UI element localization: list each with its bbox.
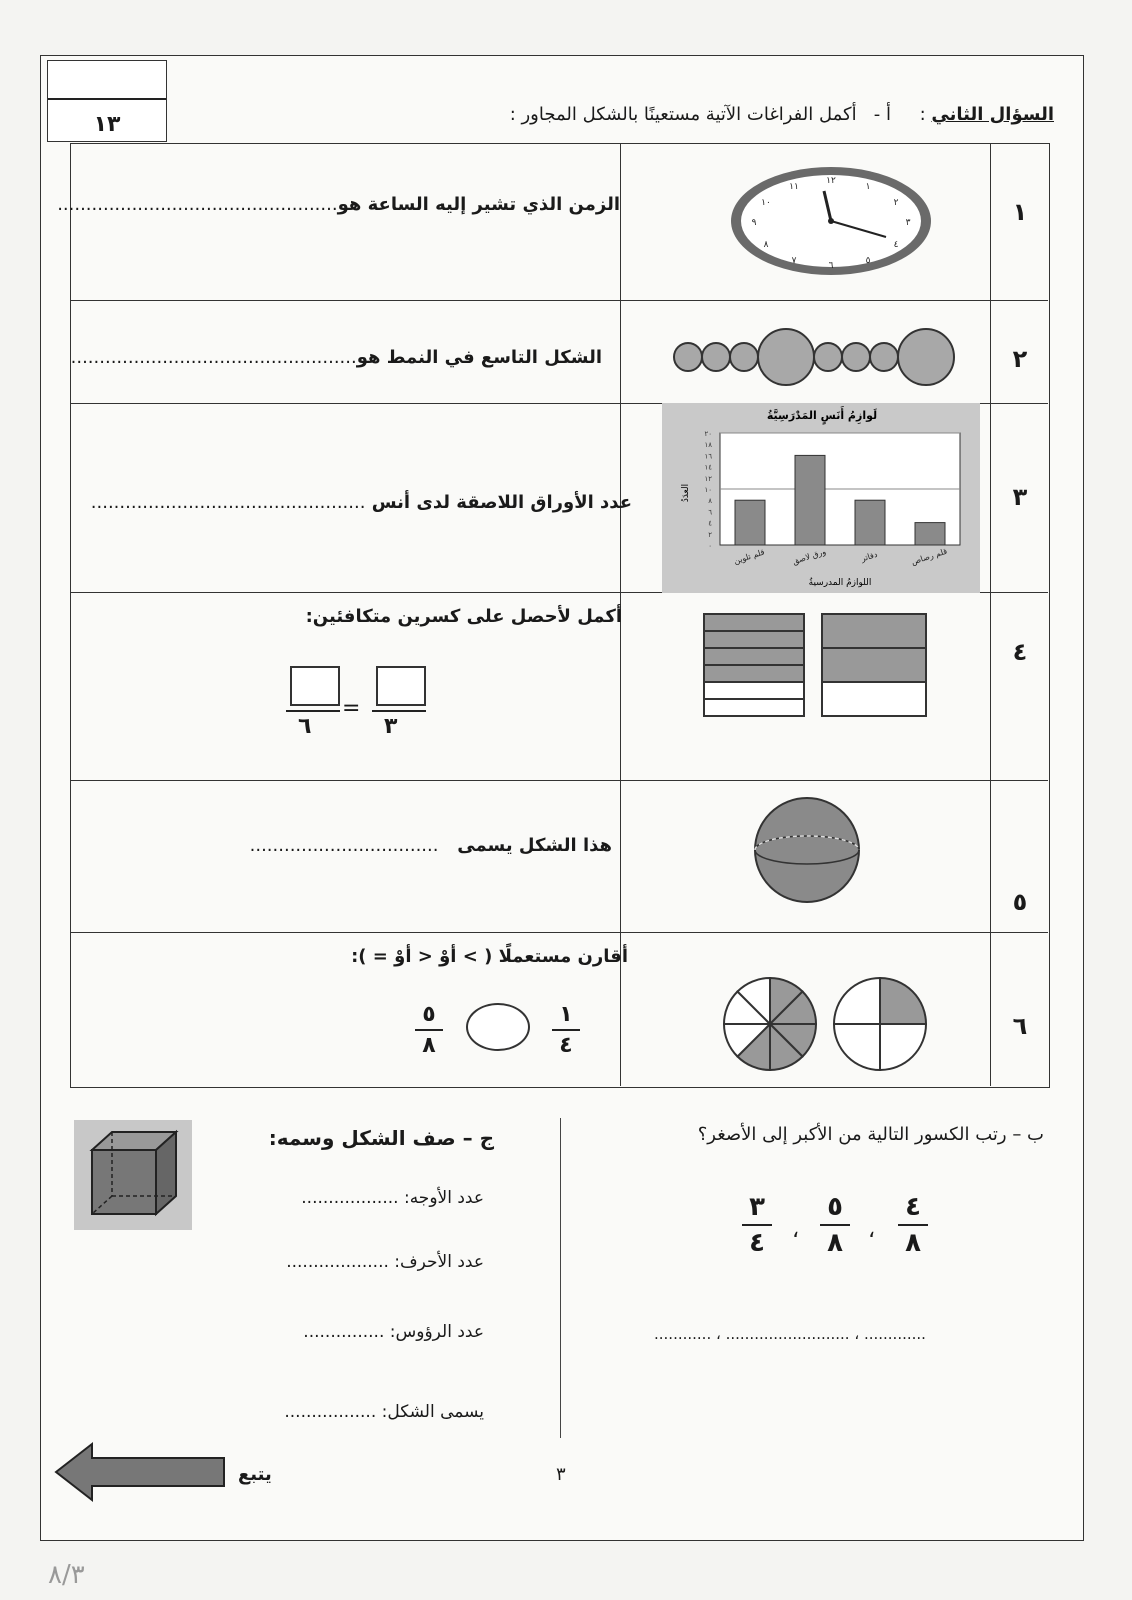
row-number: ٢ xyxy=(1012,345,1028,373)
row-number: ٦ xyxy=(1012,1012,1028,1040)
clock-numeral: ١٢ xyxy=(826,176,836,186)
answer-box[interactable] xyxy=(376,666,426,706)
chart-title: لَوازِمُ أَنَسٍ المَدْرَسِيَّةُ xyxy=(766,409,878,422)
numerator: ١ xyxy=(559,1002,573,1027)
column-separator xyxy=(560,1118,561,1438)
answer-box[interactable] xyxy=(290,666,340,706)
answer-blank[interactable]: ................................................. xyxy=(57,194,338,215)
y-tick-label: ١٤ xyxy=(704,463,712,472)
fraction xyxy=(898,1192,928,1258)
arrow-left-icon xyxy=(52,1440,226,1504)
fraction-bar xyxy=(286,710,340,712)
denominator-right: ٣ xyxy=(384,714,398,739)
x-tick-label: ورق لاصق xyxy=(791,547,828,567)
numerator: ٥ xyxy=(827,1192,843,1222)
answer-blank[interactable]: ................. xyxy=(284,1402,377,1422)
chart-ylabel: العدَدُ xyxy=(681,483,691,503)
row-number: ٣ xyxy=(1012,483,1028,511)
row-number: ٥ xyxy=(1012,888,1028,916)
bar xyxy=(855,500,885,545)
clock-numeral: ١ xyxy=(865,182,871,192)
fraction-bar xyxy=(372,710,426,712)
y-tick-label: ١٨ xyxy=(704,441,712,450)
x-tick-label: دفاتر xyxy=(860,549,879,564)
equals-sign: = xyxy=(342,696,361,721)
bar xyxy=(795,455,825,545)
chart-xlabel: اللوازمُ المدرسيةُ xyxy=(808,578,872,588)
y-tick-label: ٦ xyxy=(708,508,712,517)
fraction-left xyxy=(415,1002,443,1058)
fraction-models xyxy=(700,610,932,730)
answer-blank[interactable]: .................. xyxy=(301,1188,399,1208)
clock-numeral: ١١ xyxy=(789,182,799,192)
denominator: ٤ xyxy=(749,1228,765,1258)
numerator: ٥ xyxy=(422,1002,436,1027)
row-divider xyxy=(70,932,1048,933)
row3-text xyxy=(91,492,632,513)
question-colon: : xyxy=(919,104,926,125)
table-divider xyxy=(990,143,991,1086)
y-tick-label: ٢ xyxy=(708,530,712,539)
cube-image xyxy=(74,1120,192,1230)
answer-blank[interactable]: ................................................ xyxy=(90,492,366,513)
comma: ، xyxy=(792,1218,800,1243)
page-number: ٣ xyxy=(556,1464,566,1485)
sheet-number: ٨/٣ xyxy=(48,1560,85,1590)
part-letter: أ - xyxy=(873,104,891,125)
faces-label: عدد الأوجه: xyxy=(403,1188,484,1208)
question-label: السؤال الثاني xyxy=(931,104,1054,125)
row-divider xyxy=(70,780,1048,781)
row5-text xyxy=(250,835,612,856)
row-number: ٤ xyxy=(1012,638,1028,666)
row1-text xyxy=(57,194,620,215)
fraction xyxy=(742,1192,772,1258)
y-tick-label: ١٦ xyxy=(704,452,712,461)
answer-blank[interactable]: ................... xyxy=(286,1252,389,1272)
denominator: ٨ xyxy=(827,1228,843,1258)
score-value: ١٣ xyxy=(93,112,121,137)
numerator: ٣ xyxy=(749,1192,765,1222)
y-tick-label: ١٢ xyxy=(704,474,712,483)
fraction-right xyxy=(552,1002,580,1058)
row4-text: أكمل لأحصل على كسرين متكافئين: xyxy=(305,606,622,627)
question-heading xyxy=(510,104,1054,125)
ordering-answer-line[interactable]: ............. ، .......................... ، ............ xyxy=(654,1325,926,1343)
numerator: ٤ xyxy=(905,1192,921,1222)
vertices-label: عدد الرؤوس: xyxy=(389,1322,484,1342)
clock-numeral: ٣ xyxy=(905,218,911,228)
row1-label: الزمن الذي تشير إليه الساعة هو xyxy=(337,194,620,215)
row6-text: أقارن مستعملًا ( > أوْ < أوْ = ): xyxy=(351,946,628,967)
x-tick-label: قلم تلوين xyxy=(732,547,766,566)
denominator-left: ٦ xyxy=(298,714,312,739)
edges-label: عدد الأحرف: xyxy=(394,1252,484,1272)
part-c-title: ج – صف الشكل وسمه: xyxy=(268,1126,494,1150)
denominator: ٤ xyxy=(559,1033,573,1058)
answer-blank[interactable]: ................................. xyxy=(249,835,439,856)
faces-row xyxy=(301,1188,484,1208)
name-row xyxy=(284,1402,484,1422)
clock-numeral: ٢ xyxy=(893,198,899,208)
circle-fraction-models xyxy=(722,976,932,1072)
comma: ، xyxy=(868,1218,876,1243)
clock-numeral: ٨ xyxy=(763,240,769,250)
x-tick-label: قلم رصاص xyxy=(910,546,949,567)
row-divider xyxy=(70,300,1048,301)
clock-image xyxy=(728,165,934,277)
y-tick-label: ٤ xyxy=(708,519,712,528)
circle-pattern xyxy=(668,325,960,389)
continue-label: يتبع xyxy=(238,1464,272,1485)
answer-blank[interactable]: .................................................. xyxy=(70,347,357,368)
row2-label: الشكل التاسع في النمط هو xyxy=(356,347,602,368)
clock-numeral: ٤ xyxy=(893,240,899,250)
denominator: ٨ xyxy=(422,1033,436,1058)
y-tick-label: ٢٠ xyxy=(704,430,712,438)
fraction xyxy=(820,1192,850,1258)
sphere-image xyxy=(752,795,862,905)
y-tick-label: ١٠ xyxy=(704,486,712,494)
clock-numeral: ١٠ xyxy=(761,198,771,208)
score-box xyxy=(47,60,167,142)
bar xyxy=(915,523,945,545)
edges-row xyxy=(286,1252,484,1272)
bar-chart xyxy=(662,403,980,593)
part-b-title: ب – رتب الكسور التالية من الأكبر إلى الأصغر؟ xyxy=(697,1124,1044,1145)
clock-numeral: ٦ xyxy=(828,261,834,271)
row5-label: هذا الشكل يسمى xyxy=(457,835,612,856)
row3-label: عدد الأوراق اللاصقة لدى أنس xyxy=(371,492,632,513)
clock-numeral: ٧ xyxy=(791,256,797,266)
vertices-row xyxy=(303,1322,484,1342)
bar xyxy=(735,500,765,545)
clock-numeral: ٥ xyxy=(865,256,871,266)
y-tick-label: ٠ xyxy=(708,542,712,550)
name-label: يسمى الشكل: xyxy=(381,1402,484,1422)
clock-numeral: ٩ xyxy=(751,218,757,228)
answer-blank[interactable]: ............... xyxy=(303,1322,385,1342)
compare-circle[interactable] xyxy=(466,1003,530,1051)
y-tick-label: ٨ xyxy=(708,497,712,506)
row2-text xyxy=(71,347,602,368)
question-instruction: أكمل الفراغات الآتية مستعينًا بالشكل المجاور : xyxy=(509,104,857,125)
denominator: ٨ xyxy=(905,1228,921,1258)
row-number: ١ xyxy=(1012,198,1028,226)
